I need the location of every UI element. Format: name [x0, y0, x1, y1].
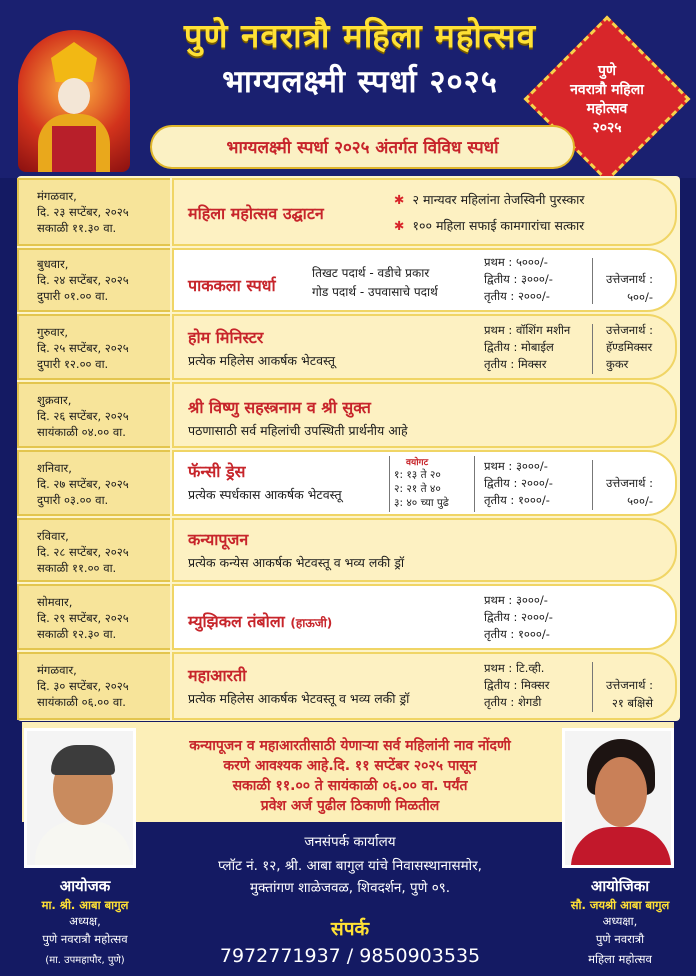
divider [592, 258, 593, 304]
prize-list: प्रथम : ५०००/- द्वितीय : ३०००/- तृतीय : २०००/- [484, 255, 553, 303]
organizer-designation: (मा. उपमहापौर, पुणे) [45, 955, 125, 966]
logo-line: महोत्सव [586, 101, 628, 117]
goddess-image [18, 30, 130, 172]
office-address-line1: प्लॉट नं. १२, श्री. आबा बागुल यांचे निवासस्थानासमोर, [218, 858, 482, 874]
event-row [17, 248, 680, 312]
organizer-designation: महिला महोत्सव [588, 952, 652, 966]
office-title: जनसंपर्क कार्यालय [304, 834, 396, 850]
event-date: गुरुवार, दि. २५ सप्टेंबर, २०२५ दुपारी १२.०० वा. [17, 314, 170, 380]
event-row [17, 382, 680, 448]
event-content [172, 518, 677, 582]
event-date: शुक्रवार, दि. २६ सप्टेंबर, २०२५ सायंकाळी ०४.०० वा. [17, 382, 170, 448]
event-description: प्रत्येक कन्येस आकर्षक भेटवस्तू व भव्य लकी ड्रॉ [188, 555, 405, 570]
logo-line: २०२५ [592, 120, 622, 136]
event-row [17, 314, 680, 380]
logo-line: नवरात्रौ महिला [570, 82, 644, 98]
event-description: प्रत्येक स्पर्धकास आकर्षक भेटवस्तू [188, 487, 342, 502]
poster-subtitle: भाग्यलक्ष्मी स्पर्धा २०२५ [222, 64, 498, 100]
event-content [172, 248, 677, 312]
face-shape [595, 757, 647, 827]
event-content [172, 584, 677, 650]
event-date: बुधवार, दि. २४ सप्टेंबर, २०२५ दुपारी ०१.०० वा. [17, 248, 170, 312]
goddess-crown [51, 42, 97, 82]
organizer-role: आयोजिका [590, 877, 650, 895]
event-title: महिला महोत्सव उद्घाटन [188, 204, 324, 223]
contact-phones: 7972771937 / 9850903535 [219, 945, 481, 967]
divider [474, 456, 475, 512]
event-content [172, 652, 677, 720]
star-icon: ✱ [394, 192, 405, 207]
organizer-role: आयोजक [59, 877, 111, 895]
prize-list: प्रथम : टि.व्ही. द्वितीय : मिक्सर तृतीय : शेगडी [484, 661, 550, 709]
category: तिखट पदार्थ - वडीचे प्रकार [312, 266, 430, 280]
event-date: सोमवार, दि. २९ सप्टेंबर, २०२५ सकाळी १२.३० वा. [17, 584, 170, 650]
organizer-photo-right [562, 728, 674, 868]
event-row [17, 652, 680, 720]
divider [592, 662, 593, 712]
event-title: म्युझिकल तंबोला (हाऊजी) [188, 612, 333, 631]
registration-line: सकाळी ११.०० ते सायंकाळी ०६.०० वा. पर्यंत [232, 778, 468, 794]
organizer-designation: पुणे नवरात्रौ [595, 932, 645, 946]
registration-line: कन्यापूजन व महाआरतीसाठी येणाऱ्या सर्व महिलांनी नाव नोंदणी [189, 738, 511, 754]
consolation-prize: उत्तेजनार्थ : ५००/- [606, 476, 654, 508]
competitions-heading: भाग्यलक्ष्मी स्पर्धा २०२५ अंतर्गत विविध स्पर्धा [226, 138, 499, 158]
event-row [17, 450, 680, 516]
event-row [17, 178, 680, 246]
prize-list: प्रथम : ३०००/- द्वितीय : २०००/- तृतीय : १०००/- [484, 459, 553, 507]
sari-shape [571, 827, 671, 868]
goddess-face [58, 78, 90, 114]
event-date: रविवार, दि. २८ सप्टेंबर, २०२५ सकाळी ११.०० वा. [17, 518, 170, 582]
shirt-shape [35, 821, 131, 868]
organizer-name: मा. श्री. आबा बागुल [41, 898, 129, 912]
event-content [172, 450, 677, 516]
event-content [172, 178, 677, 246]
prize-list: प्रथम : ३०००/- द्वितीय : २०००/- तृतीय : १०००/- [484, 593, 553, 641]
divider [592, 460, 593, 510]
event-title: पाककला स्पर्धा [188, 276, 276, 295]
organizer-designation: अध्यक्ष, [69, 914, 101, 928]
category: गोड पदार्थ - उपवासाचे पदार्थ [312, 285, 438, 299]
star-icon: ✱ [394, 218, 405, 233]
event-content [172, 314, 677, 380]
poster-title: पुणे नवरात्रौ महिला महोत्सव [183, 16, 537, 55]
event-date: शनिवार, दि. २७ सप्टेंबर, २०२५ दुपारी ०३.०० वा. [17, 450, 170, 516]
logo-line: पुणे [597, 63, 617, 79]
goddess-sari [52, 126, 96, 172]
organizer-name: सौ. जयश्री आबा बागुल [570, 898, 670, 912]
consolation-prize: उत्तेजनार्थ : हॅण्डमिक्सर कुकर [606, 323, 654, 371]
event-row [17, 518, 680, 582]
consolation-prize: उत्तेजनार्थ : २१ बक्षिसे [606, 678, 654, 710]
age-groups: १: १३ ते २० २: २१ ते ४० ३: ४० च्या पुढे [394, 469, 449, 509]
prize-list: प्रथम : वॉशिंग मशीन द्वितीय : मोबाईल तृतीय : मिक्सर [484, 323, 571, 371]
event-title: कन्यापूजन [188, 530, 249, 549]
award-item: ✱ १०० महिला सफाई कामगारांचा सत्कार [394, 218, 585, 233]
consolation-prize: उत्तेजनार्थ : ५००/- [606, 272, 654, 304]
event-title: महाआरती [188, 666, 247, 685]
organizer-designation: पुणे नवरात्रौ महोत्सव [42, 932, 128, 946]
contact-title: संपर्क [330, 918, 370, 940]
office-address-line2: मुक्तांगण शाळेजवळ, शिवदर्शन, पुणे ०९. [249, 880, 451, 896]
festival-logo-text [545, 62, 669, 138]
organizer-photo-left [24, 728, 136, 868]
event-title: फॅन्सी ड्रेस [188, 462, 246, 481]
event-date: मंगळवार, दि. ३० सप्टेंबर, २०२५ सायंकाळी ०६.०० वा. [17, 652, 170, 720]
event-description: प्रत्येक महिलेस आकर्षक भेटवस्तू [188, 353, 336, 368]
registration-line: करणे आवश्यक आहे.दि. ११ सप्टेंबर २०२५ पासून [223, 758, 477, 774]
event-description: प्रत्येक महिलेस आकर्षक भेटवस्तू व भव्य लकी ड्रॉ [188, 691, 410, 706]
event-content [172, 382, 677, 448]
divider [592, 324, 593, 374]
divider [389, 456, 390, 512]
hair-shape [51, 745, 115, 775]
event-description: पठणासाठी सर्व महिलांची उपस्थिती प्रार्थनीय आहे [188, 423, 408, 438]
event-title: होम मिनिस्टर [188, 328, 264, 347]
age-group-title: वयोगट [406, 458, 429, 468]
organizer-designation: अध्यक्षा, [602, 914, 638, 928]
event-row [17, 584, 680, 650]
event-date: मंगळवार, दि. २३ सप्टेंबर, २०२५ सकाळी ११.३० वा. [17, 178, 170, 246]
award-item: ✱ २ मान्यवर महिलांना तेजस्विनी पुरस्कार [394, 192, 585, 207]
registration-line: प्रवेश अर्ज पुढील ठिकाणी मिळतील [260, 798, 440, 814]
event-title: श्री विष्णु सहस्त्रनाम व श्री सुक्त [188, 398, 371, 417]
